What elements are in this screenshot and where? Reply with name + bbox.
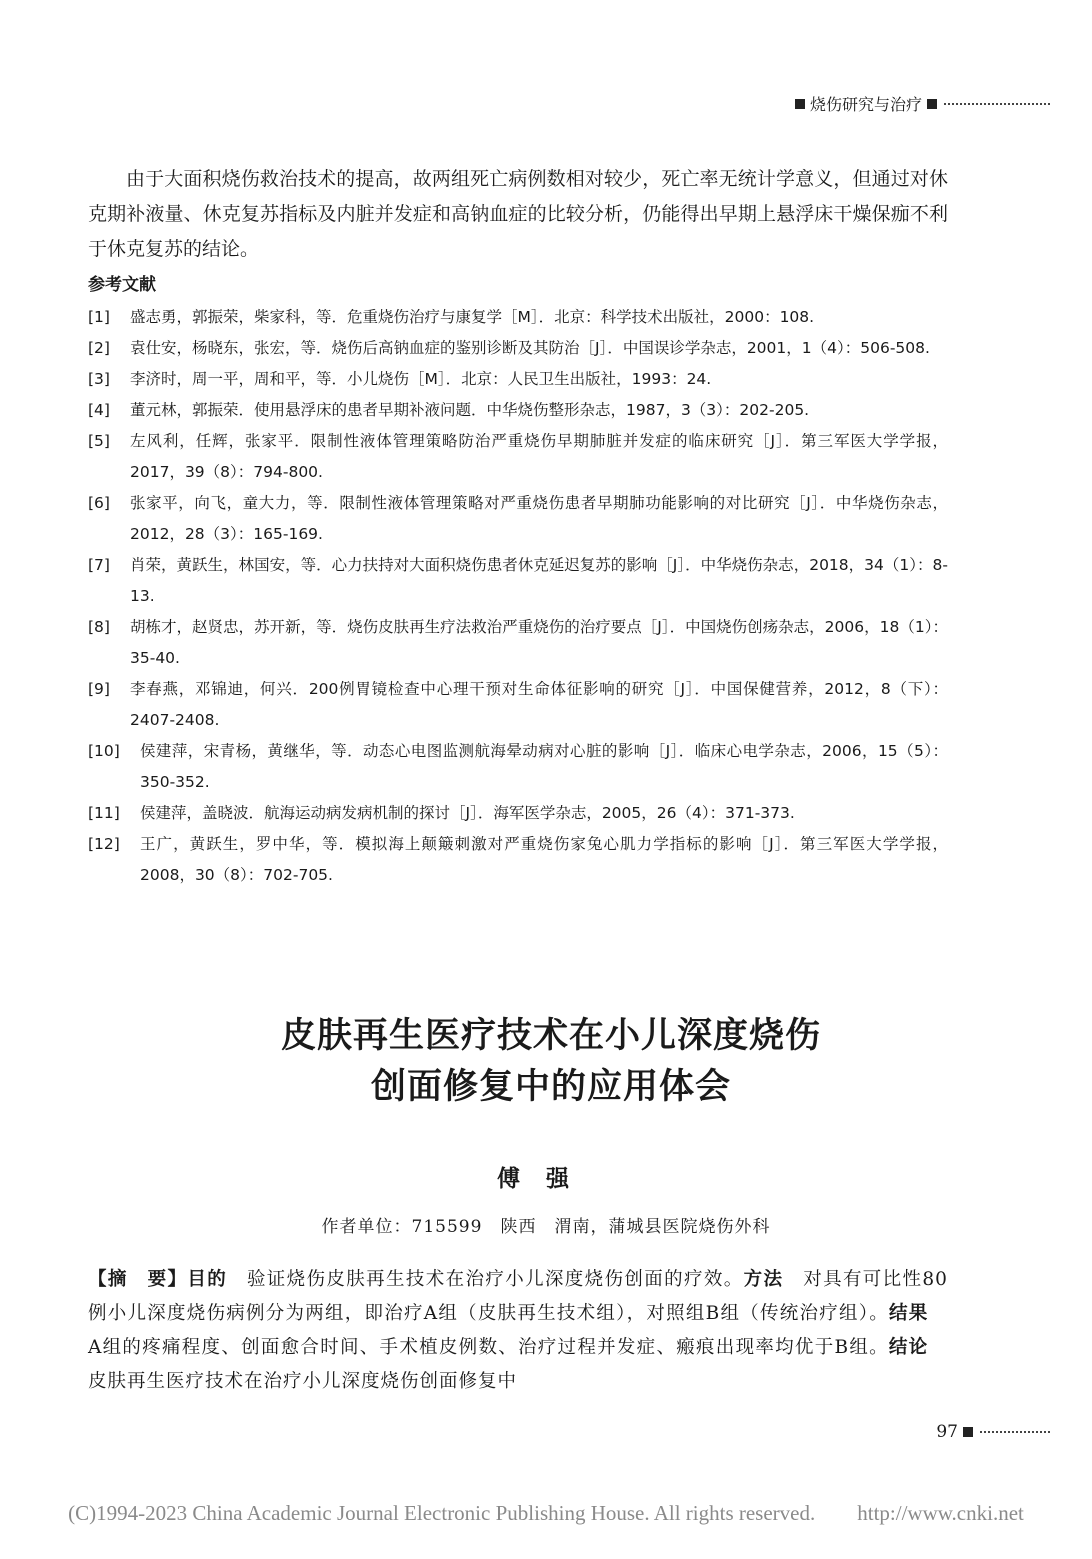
reference-text: 张家平，向飞，童大力，等．限制性液体管理策略对严重烧伤患者早期肺功能影响的对比研究［J］．中华烧伤杂志，2012，28（3）：165-169. bbox=[130, 494, 948, 543]
running-header bbox=[790, 92, 1050, 115]
reference-number: [10] bbox=[88, 742, 120, 760]
reference-number: [5] bbox=[88, 432, 110, 450]
reference-item bbox=[88, 333, 948, 364]
reference-text: 袁仕安，杨晓东，张宏，等．烧伤后高钠血症的鉴别诊断及其防治［J］．中国误诊学杂志，2001，1（4）：506-508. bbox=[130, 339, 930, 357]
page-footer bbox=[936, 1422, 1050, 1442]
result-text: A组的疼痛程度、创面愈合时间、手术植皮例数、治疗过程并发症、瘢痕出现率均优于B组。 bbox=[88, 1303, 948, 1358]
page-number: 97 bbox=[936, 1422, 958, 1442]
reference-number: [11] bbox=[88, 804, 120, 822]
conclusion-text: 皮肤再生医疗技术在治疗小儿深度烧伤创面修复中 bbox=[88, 1337, 948, 1392]
reference-number: [3] bbox=[88, 370, 110, 388]
reference-number: [12] bbox=[88, 835, 120, 853]
reference-item bbox=[88, 426, 948, 488]
reference-number: [8] bbox=[88, 618, 110, 636]
square-bullet-icon bbox=[795, 99, 805, 109]
reference-number: [1] bbox=[88, 308, 110, 326]
abstract-label: 【摘 要】 bbox=[88, 1269, 188, 1290]
reference-text: 李春燕，邓锦迪，何兴．200例胃镜检查中心理干预对生命体征影响的研究［J］．中国保健营养，2012，8（下）：2407-2408. bbox=[130, 680, 948, 729]
reference-text: 董元林，郭振荣．使用悬浮床的患者早期补液问题．中华烧伤整形杂志，1987，3（3）：202-205. bbox=[130, 401, 810, 419]
reference-text: 侯建萍，宋青杨，黄继华，等．动态心电图监测航海晕动病对心脏的影响［J］．临床心电学杂志，2006，15（5）：350-352. bbox=[140, 742, 948, 791]
method-label: 方法 bbox=[743, 1269, 784, 1290]
result-label: 结果 bbox=[888, 1303, 929, 1324]
article-title-line-2: 创面修复中的应用体会 bbox=[370, 1066, 731, 1107]
dotted-rule bbox=[944, 103, 1050, 105]
reference-item bbox=[88, 395, 948, 426]
author-name: 傅强 bbox=[497, 1165, 595, 1192]
square-bullet-icon bbox=[927, 99, 937, 109]
reference-text: 左风利，任辉，张家平．限制性液体管理策略防治严重烧伤早期肺脏并发症的临床研究［J］．第三军医大学学报，2017，39（8）：794-800. bbox=[130, 432, 948, 481]
conclusion-label: 结论 bbox=[888, 1337, 929, 1358]
reference-number: [6] bbox=[88, 494, 110, 512]
section-name: 烧伤研究与治疗 bbox=[809, 95, 922, 114]
reference-text: 盛志勇，郭振荣，柴家科，等．危重烧伤治疗与康复学［M］．北京：科学技术出版社，2000：108. bbox=[130, 308, 815, 326]
purpose-text: 验证烧伤皮肤再生技术在治疗小儿深度烧伤创面的疗效。 bbox=[227, 1269, 744, 1290]
article-title bbox=[0, 1010, 1092, 1112]
dotted-rule bbox=[980, 1431, 1050, 1433]
reference-text: 胡栋才，赵贤忠，苏开新，等．烧伤皮肤再生疗法救治严重烧伤的治疗要点［J］．中国烧伤创疡杂志，2006，18（1）：35-40. bbox=[130, 618, 948, 667]
reference-item bbox=[88, 488, 948, 550]
abstract bbox=[88, 1263, 948, 1399]
author-affiliation: 作者单位：715599 陕西 渭南，蒲城县医院烧伤外科 bbox=[321, 1217, 771, 1237]
reference-number: [4] bbox=[88, 401, 110, 419]
reference-item bbox=[88, 829, 948, 891]
reference-text: 李济时，周一平，周和平，等．小儿烧伤［M］．北京：人民卫生出版社，1993：24. bbox=[130, 370, 712, 388]
square-bullet-icon bbox=[963, 1427, 973, 1437]
reference-item bbox=[88, 736, 948, 798]
intro-section bbox=[88, 162, 948, 267]
reference-item bbox=[88, 674, 948, 736]
reference-list bbox=[88, 302, 948, 891]
method-text: 对具有可比性80例小儿深度烧伤病例分为两组，即治疗A组（皮肤再生技术组），对照组B组（传统治疗组）。 bbox=[88, 1269, 948, 1324]
purpose-label: 目的 bbox=[187, 1269, 228, 1290]
reference-item bbox=[88, 612, 948, 674]
reference-number: [7] bbox=[88, 556, 110, 574]
reference-item bbox=[88, 364, 948, 395]
reference-text: 王广，黄跃生，罗中华，等．模拟海上颠簸刺激对严重烧伤家兔心肌力学指标的影响［J］．第三军医大学学报，2008，30（8）：702-705. bbox=[140, 835, 948, 884]
reference-item bbox=[88, 798, 948, 829]
reference-number: [9] bbox=[88, 680, 110, 698]
intro-paragraph: 由于大面积烧伤救治技术的提高，故两组死亡病例数相对较少，死亡率无统计学意义，但通过对休克期补液量、休克复苏指标及内脏并发症和高钠血症的比较分析，仍能得出早期上悬浮床干燥保痂不利于休克复苏的结论。 bbox=[88, 168, 948, 260]
reference-text: 侯建萍，盖晓波．航海运动病发病机制的探讨［J］．海军医学杂志，2005，26（4）：371-373. bbox=[140, 804, 795, 822]
reference-item bbox=[88, 550, 948, 612]
reference-text: 肖荣，黄跃生，林国安，等．心力扶持对大面积烧伤患者休克延迟复苏的影响［J］．中华烧伤杂志，2018，34（1）：8-13. bbox=[130, 556, 948, 605]
references-heading: 参考文献 bbox=[88, 275, 156, 295]
reference-number: [2] bbox=[88, 339, 110, 357]
reference-item bbox=[88, 302, 948, 333]
article-title-line-1: 皮肤再生医疗技术在小儿深度烧伤 bbox=[280, 1015, 821, 1056]
copyright-notice: (C)1994-2023 China Academic Journal Electronic Publishing House. All rights reserved. http://www.cnki.net bbox=[68, 1501, 1024, 1525]
